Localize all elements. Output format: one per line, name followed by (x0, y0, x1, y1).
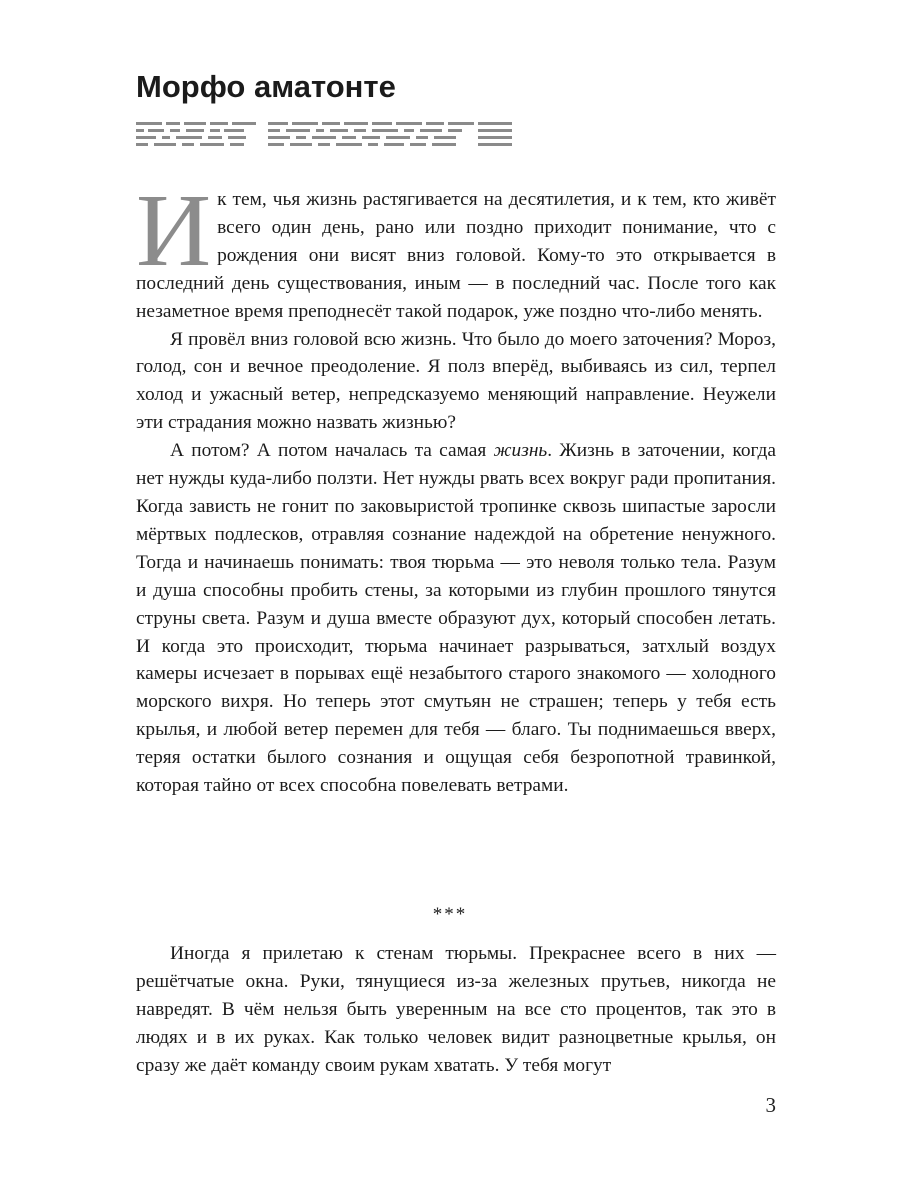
paragraph (136, 173, 776, 326)
title-cipher-ornament (136, 120, 514, 150)
paragraph (136, 437, 776, 800)
paragraph-text: . Жизнь в заточении, когда нет нужды куда-либо ползти. Нет нужды рвать всех вокруг ради пропитания. Когда зависть не гонит по заковыристой тропинке сквозь шипастые заросли мёртвых подлесков, отравляя сознание надеждой на обретение ненужного. Тогда и начинаешь понимать: твоя тюрьма — это неволя только тела. Разум и душа способны пробить стены, за которыми из глубин прошлого тянутся струны света. Разум и душа вместе образуют дух, который способен летать. И когда это происходит, тюрьма начинает разрываться, затхлый воздух камеры исчезает в порывах ещё незабытого старого знакомого — холодного морского вихря. Но теперь этот смутьян не страшен; теперь у тебя есть крылья, и любой ветер перемен для тебя — благо. Ты поднимаешься вверх, теряя остатки былого сознания и ощущая себя безропотной травинкой, которая тайно от всех способна повелевать ветрами. (136, 440, 776, 797)
emphasis: жизнь (493, 440, 548, 462)
chapter-body-continued (136, 940, 776, 1080)
drop-cap: И (136, 173, 212, 288)
paragraph: Я провёл вниз головой всю жизнь. Что было до моего заточения? Мороз, голод, сон и вечное преодоление. Я полз вперёд, выбиваясь из сил, терпел холод и ужасный ветер, непредсказуемо меняющий направление. Неужели эти страдания можно назвать жизнью? (136, 328, 776, 434)
chapter-title: Морфо аматонте (136, 69, 396, 104)
section-separator: *** (432, 904, 468, 925)
paragraph-text: к тем, чья жизнь растягивается на десятилетия, и к тем, кто живёт всего один день, рано или поздно приходит понимание, что с рождения они висят вниз головой. Кому-то это открывается в последний день существования, иным — в последний час. После того как незаметное время преподнесёт такой подарок, уже поздно что-либо менять. (136, 189, 776, 322)
paragraph-text: А потом? А потом началась та самая (170, 440, 494, 462)
page-number: 3 (765, 1093, 776, 1117)
chapter-body (136, 173, 776, 800)
paragraph: Иногда я прилетаю к стенам тюрьмы. Прекраснее всего в них — решётчатые окна. Руки, тянущиеся из-за железных прутьев, никогда не навредят. В чём нельзя быть уверенным на все сто процентов, так это в людях и в их руках. Как только человек видит разноцветные крылья, он сразу же даёт команду своим рукам хватать. У тебя могут (136, 943, 776, 1076)
